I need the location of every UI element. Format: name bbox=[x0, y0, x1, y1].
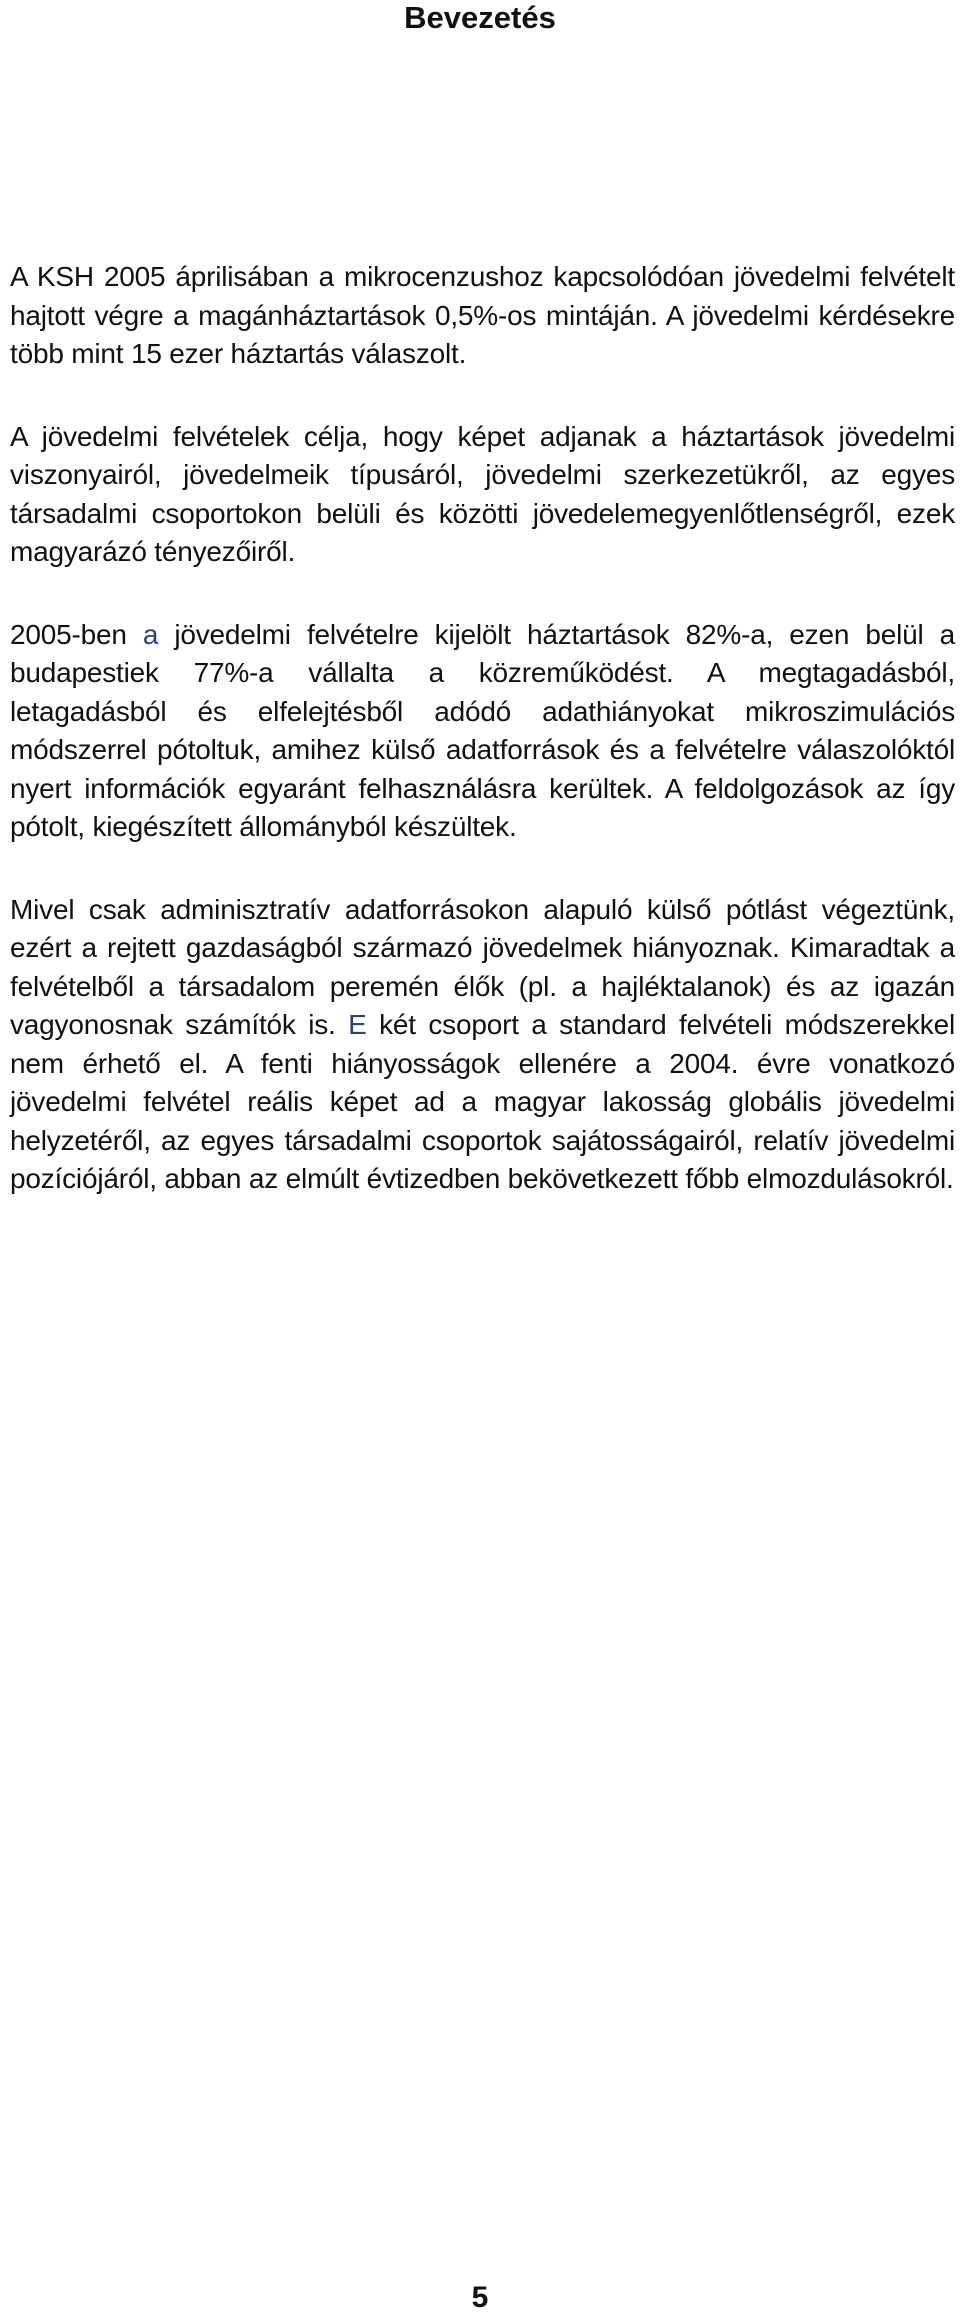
paragraph-1: A KSH 2005 áprilisában a mikrocenzushoz kapcsolódóan jövedelmi felvételt hajtott végre a magánháztartások 0,5%-os mintáján. A jövedelmi kérdésekre több mint 15 ezer háztartás válaszolt. bbox=[10, 261, 955, 369]
page-number: 5 bbox=[471, 2281, 489, 2314]
paragraph-2: A jövedelmi felvételek célja, hogy képet adjanak a háztartások jövedelmi viszonyairól, jövedelmeik típusáról, jövedelmi szerkezetükről, az egyes társadalmi csoportokon belüli és közötti jövedelemegyenlőtlenségről, ezek magyarázó tényezőiről. bbox=[10, 420, 955, 567]
paragraph-3 bbox=[10, 616, 955, 847]
paragraph-3-highlight: a bbox=[142, 618, 159, 650]
page-title: Bevezetés bbox=[404, 0, 556, 35]
paragraph-4-highlight: E bbox=[348, 1009, 367, 1040]
paragraph-4-text-start: Mivel csak adminisztratív adatforrásokon alapuló külső pótlást végeztünk, ezért a rejtett gazdaságból származó jövedelmek hiányoznak. Kimaradtak a felvételből a társadalom peremén élők (pl. a hajléktalanok) és az igazán vagyonosnak számítók is. bbox=[10, 893, 955, 1040]
paragraph-4 bbox=[10, 891, 955, 1199]
body-text bbox=[10, 258, 955, 1243]
paragraph-3-text-start: 2005-ben bbox=[10, 618, 143, 650]
paragraph-3-text-end: jövedelmi felvételre kijelölt háztartások 82%-a, ezen belül a budapestiek 77%-a vállalta a közreműködést. A megtagadásból, letagadásból és elfelejtésből adódó adathiányokat mikroszimulációs módszerrel pótoltuk, amihez külső adatforrások és a felvételre válaszolóktól nyert információk egyaránt felhasználásra kerültek. A feldolgozások az így pótolt, kiegészített állományból készültek. bbox=[10, 618, 955, 842]
paragraph-4-text-end: két csoport a standard felvételi módszerekkel nem érhető el. A fenti hiányosságok ellenére a 2004. évre vonatkozó jövedelmi felvétel reális képet ad a magyar lakosság globális jövedelmi helyzetéről, az egyes társadalmi csoportok sajátosságairól, relatív jövedelmi pozíciójáról, abban az elmúlt évtizedben bekövetkezett főbb elmozdulásokról. bbox=[10, 1009, 955, 1194]
